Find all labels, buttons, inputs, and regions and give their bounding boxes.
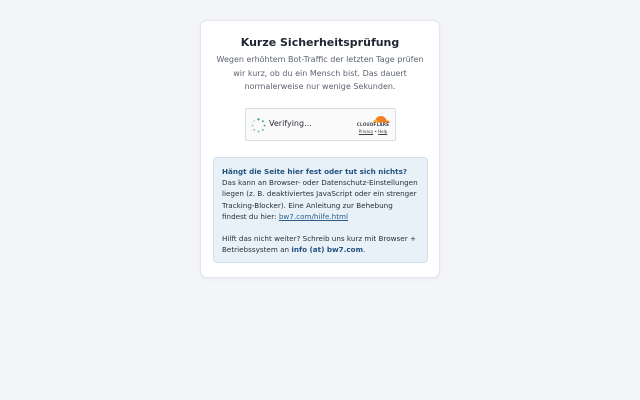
security-check-card: [200, 20, 440, 278]
explanation-text: Das kann an Browser- oder Datenschutz-Einstellungen liegen (z. B. deaktiviertes JavaScript oder ein strenger Tracking-Blocker). Eine Anleitung zur Behebung findest du hier:: [222, 178, 418, 221]
help-link[interactable]: Help: [378, 129, 388, 134]
verifying-status: Verifying...: [269, 119, 312, 128]
cloudflare-wordmark: CLOUDFLARE: [356, 122, 390, 127]
help-info-box: [213, 157, 428, 263]
contact-suffix: .: [363, 245, 366, 255]
contact-text: [222, 233, 419, 255]
info-question: Hängt die Seite hier fest oder tut sich nichts?: [222, 167, 408, 176]
turnstile-widget[interactable]: [245, 108, 396, 141]
contact-email: info (at) bw7.com: [291, 245, 364, 255]
privacy-link[interactable]: Privacy: [358, 129, 374, 134]
help-page-link[interactable]: bw7.com/hilfe.html: [278, 211, 349, 221]
link-separator: •: [374, 129, 377, 134]
page-title: Kurze Sicherheitsprüfung: [240, 36, 400, 49]
widget-links: [353, 129, 393, 134]
contact-prefix: Hilft das nicht weiter? Schreib uns kurz mit Browser + Betriebssystem an: [222, 234, 416, 255]
info-explanation: [222, 177, 419, 222]
loading-spinner-icon: [251, 118, 266, 133]
intro-text: Wegen erhöhtem Bot-Traffic der letzten Tage prüfen wir kurz, ob du ein Mensch bist. Das dauert normalerweise nur wenige Sekunden.: [216, 55, 424, 91]
